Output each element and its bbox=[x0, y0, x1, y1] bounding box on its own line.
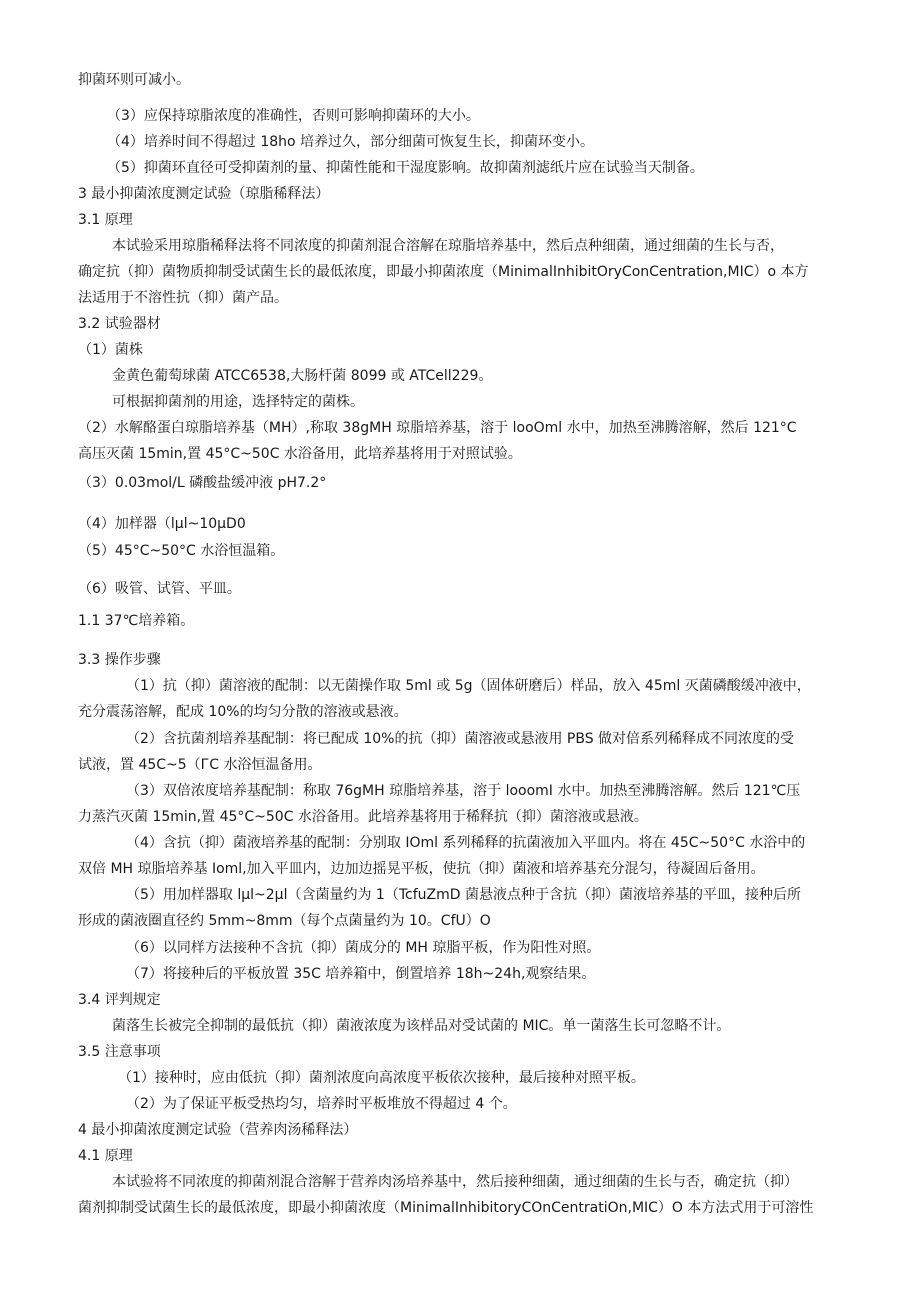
text-line: 本试验将不同浓度的抑菌剂混合溶解于营养肉汤培养基中，然后接种细菌，通过细菌的生长与否，确定抗（抑） bbox=[112, 1174, 798, 1190]
text-line: （2）为了保证平板受热均匀，培养时平板堆放不得超过 4 个。 bbox=[126, 1096, 517, 1112]
text-line: （2）含抗菌剂培养基配制：将已配成 10%的抗（抑）菌溶液或悬液用 PBS 做对倍系列稀释成不同浓度的受 bbox=[126, 731, 795, 747]
text-line: 法适用于不溶性抗（抑）菌产品。 bbox=[78, 290, 288, 306]
text-line: （4）培养时间不得超过 18ho 培养过久，部分细菌可恢复生长，抑菌环变小。 bbox=[107, 134, 595, 150]
text-line: 确定抗（抑）菌物质抑制受试菌生长的最低浓度，即最小抑菌浓度（MinimalInhibitOryConCentration,MIC）o 本方 bbox=[78, 264, 809, 280]
section-heading: 3 最小抑菌浓度测定试验（琼脂稀释法） bbox=[78, 186, 330, 202]
text-line: （7）将接种后的平板放置 35C 培养箱中，倒置培养 18h~24h,观察结果。 bbox=[126, 966, 596, 982]
text-line: 充分震荡溶解，配成 10%的均匀分散的溶液或悬液。 bbox=[78, 704, 408, 720]
text-line: （2）水解酪蛋白琼脂培养基（MH）,称取 38gMH 琼脂培养基，溶于 looOml 水中，加热至沸腾溶解，然后 121°C bbox=[78, 420, 797, 436]
text-line: （4）含抗（抑）菌液培养基的配制：分别取 IOml 系列稀释的抗菌液加入平皿内。将在 45C~50°C 水浴中的 bbox=[126, 835, 806, 851]
text-line: （5）抑菌环直径可受抑菌剂的量、抑菌性能和干湿度影响。故抑菌剂滤纸片应在试验当天制备。 bbox=[107, 160, 704, 176]
text-line: 形成的菌液圈直径约 5mm~8mm（每个点菌量约为 10。CfU）O bbox=[78, 913, 491, 929]
text-line: 金黄色葡萄球菌 ATCC6538,大肠杆菌 8099 或 ATCell229。 bbox=[112, 368, 493, 384]
text-line: 本试验采用琼脂稀释法将不同浓度的抑菌剂混合溶解在琼脂培养基中，然后点种细菌，通过细菌的生长与否， bbox=[112, 238, 784, 254]
section-heading: 4 最小抑菌浓度测定试验（营养肉汤稀释法） bbox=[78, 1122, 358, 1138]
text-line: 双倍 MH 琼脂培养基 Ioml,加入平皿内，边加边摇晃平板，使抗（抑）菌液和培养基充分混匀，待凝固后备用。 bbox=[78, 861, 765, 877]
text-line: （3）0.03mol/L 磷酸盐缓冲液 pH7.2° bbox=[78, 475, 327, 491]
text-line: 高压灭菌 15min,置 45°C~50C 水浴备用，此培养基将用于对照试验。 bbox=[78, 446, 522, 462]
text-line: （3）双倍浓度培养基配制：称取 76gMH 琼脂培养基，溶于 looomI 水中。加热至沸腾溶解。然后 121℃压 bbox=[126, 783, 801, 799]
subsection-heading: 4.1 原理 bbox=[78, 1148, 133, 1164]
subsection-heading: 3.4 评判规定 bbox=[78, 992, 161, 1008]
subsection-heading: 3.1 原理 bbox=[78, 212, 133, 228]
text-line: 菌落生长被完全抑制的最低抗（抑）菌液浓度为该样品对受试菌的 MIC。单一菌落生长可忽略不计。 bbox=[112, 1018, 731, 1034]
text-line: （1）接种时，应由低抗（抑）菌剂浓度向高浓度平板依次接种，最后接种对照平板。 bbox=[118, 1070, 645, 1086]
text-line: 力蒸汽灭菌 15min,置 45°C~50C 水浴备用。此培养基将用于稀释抗（抑）菌溶液或悬液。 bbox=[78, 809, 648, 825]
text-line: （6）以同样方法接种不含抗（抑）菌成分的 MH 琼脂平板，作为阳性对照。 bbox=[126, 940, 601, 956]
text-line: （5）45°C~50°C 水浴恒温箱。 bbox=[78, 543, 285, 559]
text-line: （4）加样器（lμl~10μD0 bbox=[78, 516, 246, 532]
text-line: （1）菌株 bbox=[78, 342, 143, 358]
text-line: 菌剂抑制受试菌生长的最低浓度，即最小抑菌浓度（MinimalInhibitoryCOnCentratiOn,MIC）O 本方法式用于可溶性 bbox=[78, 1200, 814, 1216]
text-line: 试液，置 45C~5（ГC 水浴恒温备用。 bbox=[78, 757, 322, 773]
text-line: 可根据抑菌剂的用途，选择特定的菌株。 bbox=[112, 394, 364, 410]
text-line: （5）用加样器取 lμl~2μl（含菌量约为 1（TcfuZmD 菌悬液点种于含抗（抑）菌液培养基的平皿，接种后所 bbox=[126, 887, 801, 903]
text-line: （6）吸管、试管、平皿。 bbox=[78, 581, 241, 597]
subsection-heading: 3.2 试验器材 bbox=[78, 316, 161, 332]
text-line: （1）抗（抑）菌溶液的配制：以无菌操作取 5ml 或 5g（固体研磨后）样品，放入 45ml 灭菌磷酸缓冲液中， bbox=[126, 678, 811, 694]
subsection-heading: 3.5 注意事项 bbox=[78, 1044, 161, 1060]
text-line: （3）应保持琼脂浓度的准确性，否则可影响抑菌环的大小。 bbox=[107, 108, 480, 124]
text-line: 1.1 37℃培养箱。 bbox=[78, 613, 195, 629]
text-line: 抑菌环则可减小。 bbox=[78, 72, 190, 88]
subsection-heading: 3.3 操作步骤 bbox=[78, 652, 161, 668]
